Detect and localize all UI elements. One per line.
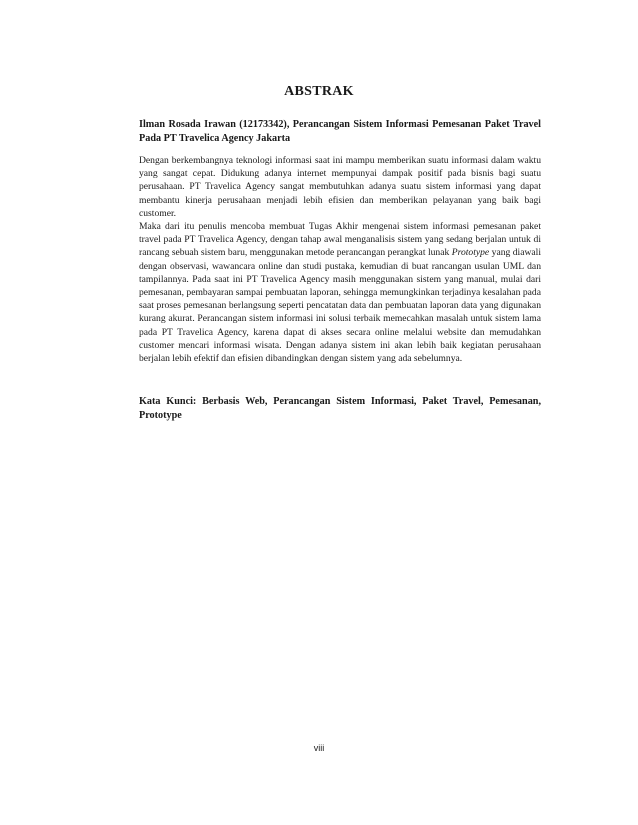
keywords: Kata Kunci: Berbasis Web, Perancangan Sistem Informasi, Paket Travel, Pemesanan, Prototype (139, 396, 541, 422)
abstract-paragraph-1: Dengan berkembangnya teknologi informasi saat ini mampu memberikan suatu informasi dalam waktu yang sangat cepat. Didukung adanya internet mempunyai dampak positif pada bisnis bagi suatu perusahaan. PT Travelica Agency sangat membutuhkan adanya suatu sistem informasi yang dapat membantu kinerja perusahaan menjadi lebih efisien dan memberikan pelayanan yang baik bagi customer. (139, 155, 541, 219)
author-line: Ilman Rosada Irawan (12173342), Perancangan Sistem Informasi Pemesanan Paket Travel Pada PT Travelica Agency Jakarta (139, 119, 541, 144)
paragraph-2-text-start: Maka dari itu penulis mencoba membuat Tugas Akhir mengenai sistem informasi pemesanan paket travel pada PT Travelica Agency, dengan tahap awal menganalisis sistem yang sedang berjalan untuk di rancang sebuah sistem baru, menggunakan metode perancangan perangkat lunak (139, 221, 541, 259)
abstract-paragraph-2 (139, 220, 541, 365)
paragraph-2-text-end: yang diawali dengan observasi, wawancara online dan studi pustaka, kemudian di buat rancangan usulan UML dan tampilannya. Pada saat ini PT Travelica Agency masih menggunakan sistem yang manual, mulai dari pemesanan, pembayaran sampai pembuatan laporan, sehingga memungkinkan terjadinya kesalahan pada saat proses pemesanan berlangsung seperti pencatatan data dan pembuatan laporan data yang digunakan kurang akurat. Perancangan sistem informasi ini solusi terbaik memecahkan masalah untuk sistem lama pada PT Travelica Agency, karena dapat di akses secara online melalui website dan memudahkan customer mencari informasi wisata. Dengan adanya sistem ini akan lebih baik kegiatan perusahaan berjalan lebih efektif dan efisien dibandingkan dengan sistem yang ada sebelumnya. (139, 247, 541, 365)
abstract-body (139, 154, 541, 365)
prototype-term: Prototype (451, 247, 490, 259)
abstract-content (139, 118, 541, 423)
page-title: ABSTRAK (284, 84, 354, 99)
page-number: viii (313, 743, 325, 753)
